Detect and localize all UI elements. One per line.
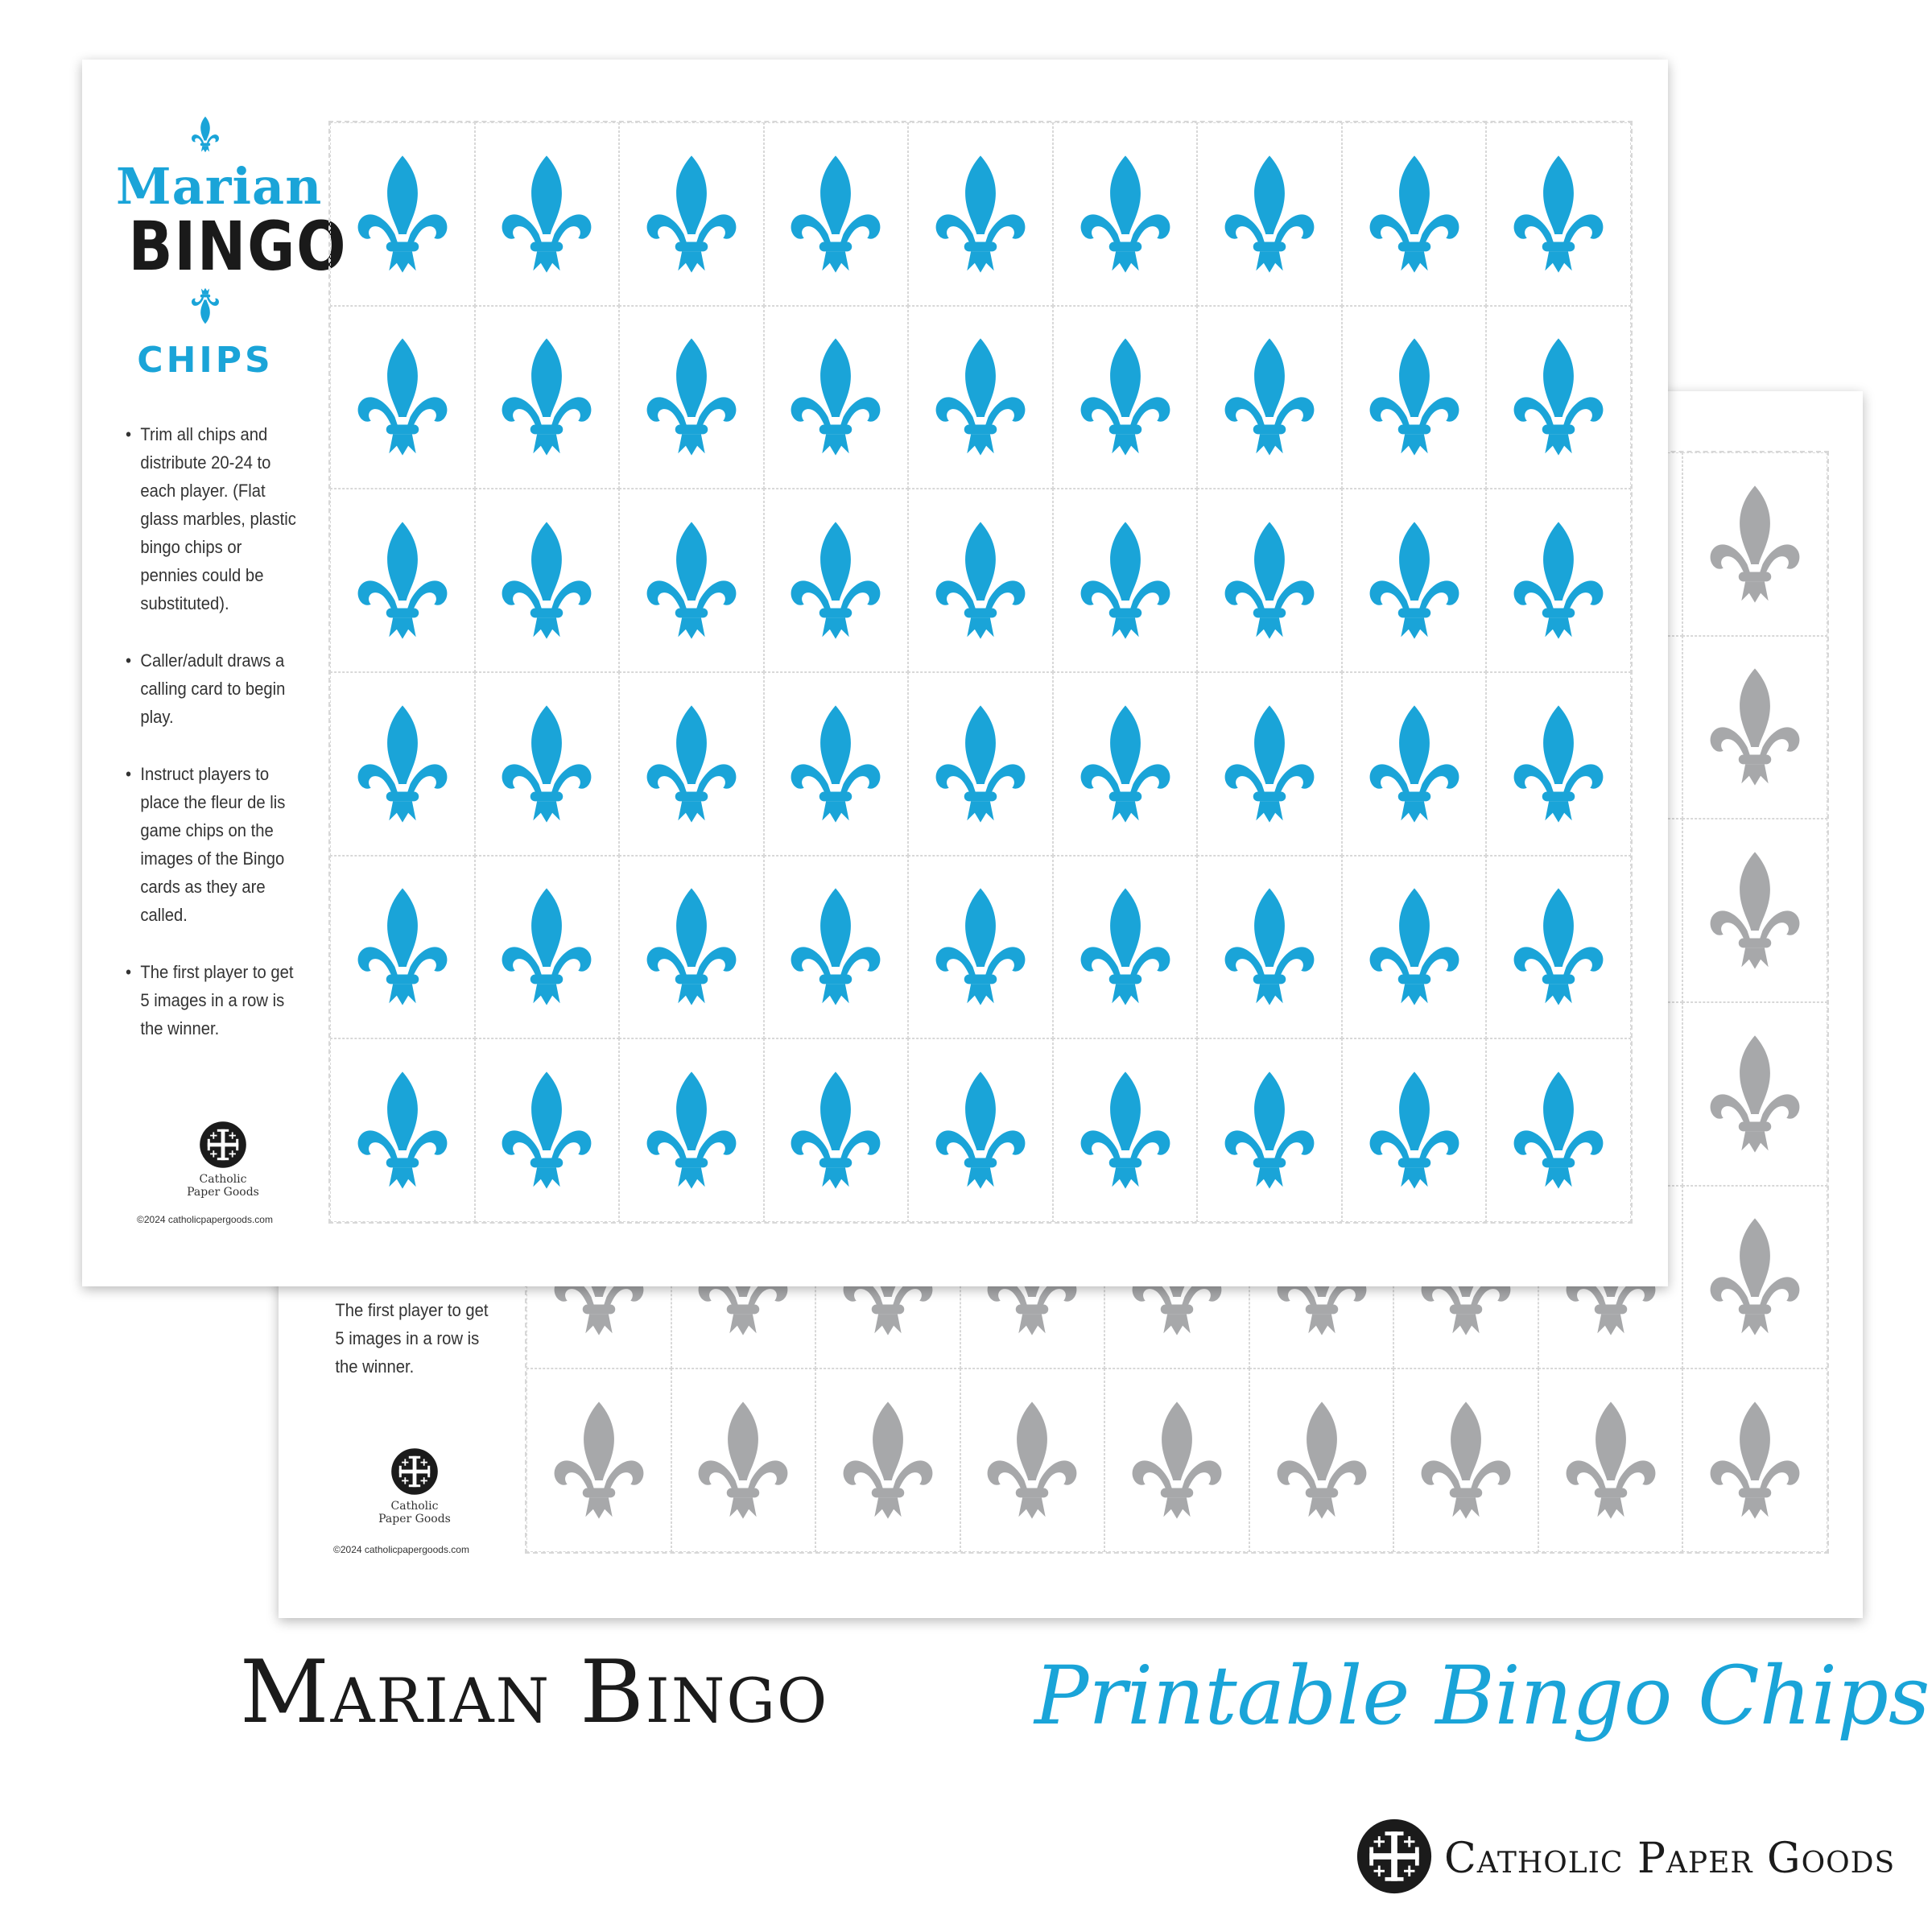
fleur-de-lis-icon bbox=[1215, 704, 1324, 824]
front-sidebar bbox=[82, 60, 348, 1286]
fleur-de-lis-icon bbox=[348, 336, 457, 457]
chip-cell bbox=[1682, 819, 1827, 1002]
logo-marian-text: Marian bbox=[116, 157, 323, 216]
fleur-de-lis-icon bbox=[926, 704, 1035, 824]
footer-brand bbox=[1356, 1818, 1895, 1899]
chip-cell bbox=[1486, 489, 1631, 672]
fleur-de-lis-icon bbox=[1700, 850, 1810, 971]
fleur-de-lis-icon bbox=[637, 154, 746, 275]
front-brand-mark bbox=[171, 1121, 275, 1199]
instructions-list bbox=[126, 420, 319, 1071]
chip-cell bbox=[475, 122, 620, 306]
front-chip-grid bbox=[328, 121, 1633, 1224]
fleur-de-lis-icon bbox=[926, 336, 1035, 457]
fleur-de-lis-icon bbox=[1360, 1070, 1469, 1191]
fleur-de-lis-icon bbox=[1504, 1070, 1613, 1191]
front-brand-line1: Catholic bbox=[199, 1173, 247, 1186]
fleur-de-lis-icon bbox=[688, 1400, 798, 1521]
chip-cell bbox=[1486, 672, 1631, 856]
fleur-de-lis-icon bbox=[348, 1070, 457, 1191]
fleur-de-lis-icon bbox=[1215, 336, 1324, 457]
chip-cell bbox=[908, 856, 1053, 1039]
chip-cell bbox=[1197, 672, 1342, 856]
chip-cell bbox=[1682, 1368, 1827, 1552]
caption-subtitle: Printable Bingo Chips bbox=[1034, 1649, 1930, 1743]
fleur-de-lis-icon bbox=[926, 520, 1035, 641]
fleur-de-lis-icon bbox=[926, 154, 1035, 275]
chip-cell bbox=[1342, 306, 1487, 489]
chip-cell bbox=[1342, 489, 1487, 672]
chip-cell bbox=[619, 1038, 764, 1222]
chip-cell bbox=[908, 672, 1053, 856]
chip-cell bbox=[764, 1038, 909, 1222]
chip-cell bbox=[960, 1368, 1105, 1552]
chip-cell bbox=[1197, 856, 1342, 1039]
front-copyright: ©2024 catholicpapergoods.com bbox=[137, 1214, 273, 1225]
chip-cell bbox=[475, 306, 620, 489]
chip-cell bbox=[1538, 1368, 1683, 1552]
fleur-de-lis-icon bbox=[1071, 154, 1180, 275]
chip-cell bbox=[908, 122, 1053, 306]
chip-cell bbox=[1682, 636, 1827, 819]
fleur-de-lis-icon bbox=[1504, 704, 1613, 824]
fleur-de-lis-icon bbox=[781, 154, 890, 275]
fleur-de-lis-icon bbox=[1360, 336, 1469, 457]
fleur-de-lis-icon bbox=[1267, 1400, 1377, 1521]
fleur-de-lis-icon bbox=[781, 704, 890, 824]
fleur-ornament-icon bbox=[116, 116, 295, 157]
chip-cell bbox=[764, 672, 909, 856]
fleur-de-lis-icon bbox=[781, 336, 890, 457]
fleur-de-lis-icon bbox=[1360, 154, 1469, 275]
logo-bingo-text: BINGO bbox=[128, 207, 348, 286]
fleur-de-lis-icon bbox=[1504, 336, 1613, 457]
chip-cell bbox=[1486, 1038, 1631, 1222]
chip-cell bbox=[764, 856, 909, 1039]
chip-cell bbox=[475, 1038, 620, 1222]
seal-icon bbox=[171, 1121, 275, 1173]
fleur-de-lis-icon bbox=[1215, 154, 1324, 275]
chip-cell bbox=[1197, 122, 1342, 306]
chip-cell bbox=[1249, 1368, 1394, 1552]
chip-cell bbox=[1197, 306, 1342, 489]
back-brand-mark bbox=[362, 1447, 467, 1525]
fleur-de-lis-icon bbox=[492, 336, 601, 457]
instruction-item: • The first player to get 5 images in a row is the winner. bbox=[126, 958, 303, 1042]
fleur-de-lis-icon bbox=[1071, 704, 1180, 824]
marian-bingo-logo bbox=[116, 116, 348, 381]
chip-cell bbox=[764, 122, 909, 306]
chip-cell bbox=[619, 306, 764, 489]
chips-heading: CHIPS bbox=[137, 340, 274, 381]
chip-cell bbox=[1104, 1368, 1249, 1552]
chip-cell bbox=[526, 1368, 671, 1552]
instruction-item: • Trim all chips and distribute 20-24 to each player. (Flat glass marbles, plastic bingo chips or pennies could be substituted). bbox=[126, 420, 303, 617]
fleur-de-lis-icon bbox=[1700, 1400, 1810, 1521]
fleur-de-lis-icon bbox=[781, 886, 890, 1007]
fleur-de-lis-icon bbox=[1700, 667, 1810, 787]
chip-cell bbox=[1342, 856, 1487, 1039]
fleur-de-lis-icon bbox=[1071, 886, 1180, 1007]
fleur-de-lis-icon bbox=[637, 520, 746, 641]
fleur-de-lis-icon bbox=[1411, 1400, 1521, 1521]
fleur-de-lis-icon bbox=[1700, 484, 1810, 605]
fleur-de-lis-icon bbox=[1556, 1400, 1666, 1521]
fleur-ornament-icon bbox=[116, 287, 295, 328]
instruction-item: • Instruct players to place the fleur de lis game chips on the images of the Bingo cards as they are called. bbox=[126, 760, 303, 929]
chip-cell bbox=[1197, 489, 1342, 672]
fleur-de-lis-icon bbox=[492, 886, 601, 1007]
chip-cell bbox=[1342, 122, 1487, 306]
fleur-de-lis-icon bbox=[348, 704, 457, 824]
fleur-de-lis-icon bbox=[637, 704, 746, 824]
fleur-de-lis-icon bbox=[637, 1070, 746, 1191]
back-instruction-item: The first player to get 5 images in a row is the winner. bbox=[335, 1300, 489, 1377]
chip-cell bbox=[330, 306, 475, 489]
chip-cell bbox=[1486, 122, 1631, 306]
back-copyright: ©2024 catholicpapergoods.com bbox=[333, 1544, 469, 1555]
fleur-de-lis-icon bbox=[637, 886, 746, 1007]
fleur-de-lis-icon bbox=[348, 520, 457, 641]
seal-icon bbox=[1356, 1818, 1433, 1899]
chip-cell bbox=[1682, 1002, 1827, 1186]
fleur-de-lis-icon bbox=[1700, 1216, 1810, 1337]
chip-cell bbox=[1682, 1186, 1827, 1369]
chip-cell bbox=[619, 489, 764, 672]
chip-cell bbox=[1486, 306, 1631, 489]
fleur-de-lis-icon bbox=[1700, 1034, 1810, 1154]
fleur-de-lis-icon bbox=[781, 520, 890, 641]
chip-cell bbox=[908, 306, 1053, 489]
fleur-de-lis-icon bbox=[492, 520, 601, 641]
fleur-de-lis-icon bbox=[1215, 1070, 1324, 1191]
instruction-item: • Caller/adult draws a calling card to begin play. bbox=[126, 646, 303, 731]
fleur-de-lis-icon bbox=[926, 1070, 1035, 1191]
chip-cell bbox=[1682, 452, 1827, 636]
chip-cell bbox=[1053, 122, 1198, 306]
chip-cell bbox=[1486, 856, 1631, 1039]
chip-cell bbox=[1342, 1038, 1487, 1222]
chip-cell bbox=[764, 306, 909, 489]
footer-brand-name: Catholic Paper Goods bbox=[1444, 1834, 1896, 1883]
fleur-de-lis-icon bbox=[492, 1070, 601, 1191]
fleur-de-lis-icon bbox=[833, 1400, 943, 1521]
chip-cell bbox=[619, 672, 764, 856]
fleur-de-lis-icon bbox=[977, 1400, 1087, 1521]
seal-icon bbox=[362, 1447, 467, 1500]
fleur-de-lis-icon bbox=[1360, 886, 1469, 1007]
caption-title: Marian Bingo bbox=[240, 1642, 829, 1743]
chip-cell bbox=[908, 489, 1053, 672]
chip-cell bbox=[330, 672, 475, 856]
fleur-de-lis-icon bbox=[348, 886, 457, 1007]
chip-cell bbox=[330, 122, 475, 306]
front-brand-line2: Paper Goods bbox=[187, 1186, 259, 1199]
chip-cell bbox=[1053, 856, 1198, 1039]
back-brand-line1: Catholic bbox=[390, 1500, 439, 1513]
chip-cell bbox=[1197, 1038, 1342, 1222]
chip-cell bbox=[330, 856, 475, 1039]
chip-cell bbox=[619, 122, 764, 306]
fleur-de-lis-icon bbox=[492, 704, 601, 824]
fleur-de-lis-icon bbox=[544, 1400, 654, 1521]
chip-cell bbox=[475, 489, 620, 672]
chip-cell bbox=[1053, 1038, 1198, 1222]
fleur-de-lis-icon bbox=[1071, 336, 1180, 457]
chip-cell bbox=[1053, 489, 1198, 672]
back-brand-line2: Paper Goods bbox=[378, 1513, 451, 1525]
chip-cell bbox=[330, 489, 475, 672]
chip-cell bbox=[764, 489, 909, 672]
fleur-de-lis-icon bbox=[348, 154, 457, 275]
fleur-de-lis-icon bbox=[637, 336, 746, 457]
chip-cell bbox=[330, 1038, 475, 1222]
front-chip-sheet bbox=[82, 60, 1668, 1286]
fleur-de-lis-icon bbox=[926, 886, 1035, 1007]
fleur-de-lis-icon bbox=[492, 154, 601, 275]
fleur-de-lis-icon bbox=[1360, 704, 1469, 824]
chip-cell bbox=[619, 856, 764, 1039]
fleur-de-lis-icon bbox=[1215, 520, 1324, 641]
chip-cell bbox=[475, 856, 620, 1039]
chip-cell bbox=[1053, 672, 1198, 856]
chip-cell bbox=[815, 1368, 960, 1552]
fleur-de-lis-icon bbox=[1071, 1070, 1180, 1191]
fleur-de-lis-icon bbox=[1504, 520, 1613, 641]
fleur-de-lis-icon bbox=[1504, 154, 1613, 275]
fleur-de-lis-icon bbox=[1360, 520, 1469, 641]
chip-cell bbox=[1393, 1368, 1538, 1552]
chip-cell bbox=[1053, 306, 1198, 489]
back-instructions bbox=[320, 1296, 514, 1381]
fleur-de-lis-icon bbox=[1071, 520, 1180, 641]
chip-cell bbox=[1342, 672, 1487, 856]
fleur-de-lis-icon bbox=[781, 1070, 890, 1191]
chip-cell bbox=[671, 1368, 816, 1552]
chip-cell bbox=[908, 1038, 1053, 1222]
fleur-de-lis-icon bbox=[1122, 1400, 1232, 1521]
fleur-de-lis-icon bbox=[1215, 886, 1324, 1007]
chip-cell bbox=[475, 672, 620, 856]
fleur-de-lis-icon bbox=[1504, 886, 1613, 1007]
